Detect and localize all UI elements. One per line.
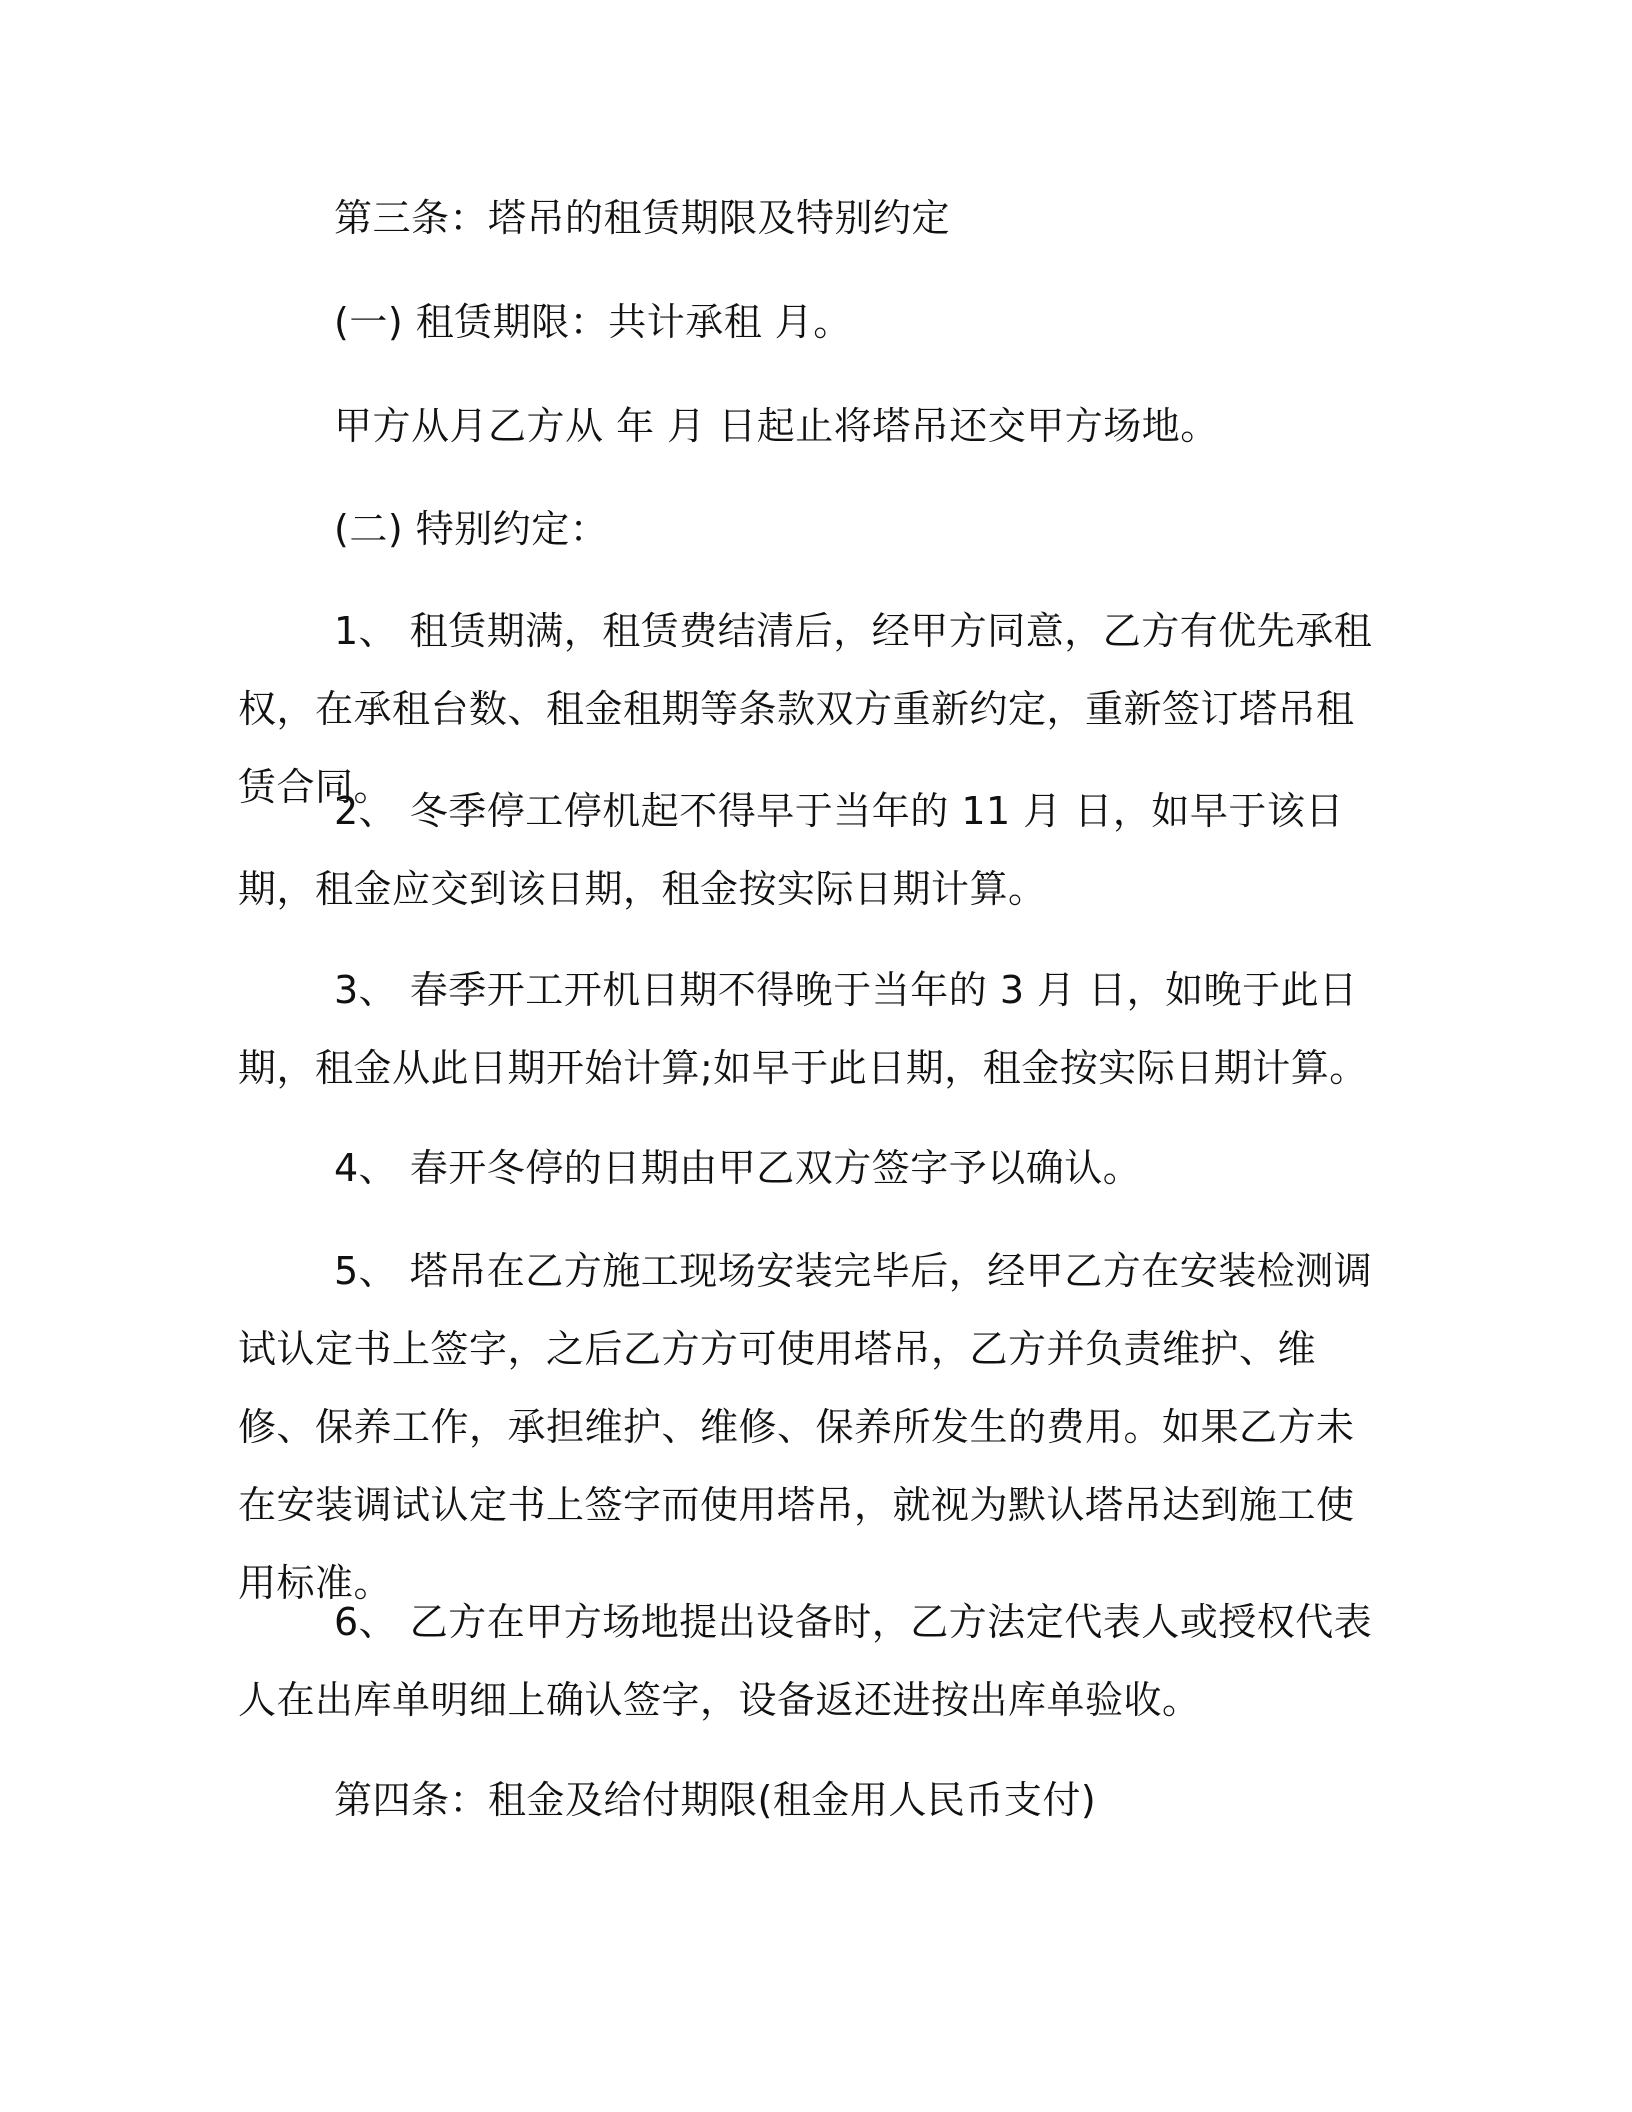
clause-4-paragraph: 4、 春开冬停的日期由甲乙双方签字予以确认。 — [334, 1146, 1142, 1190]
clause-6-paragraph: 6、 乙方在甲方场地提出设备时，乙方法定代表人或授权代表人在出库单明细上确认签字，设备返还进按出库单验收。 — [238, 1600, 1373, 1722]
article-4-heading: 第四条：租金及给付期限(租金用人民币支付) — [334, 1778, 1097, 1822]
lease-term-paragraph: (一) 租赁期限：共计承租 月。 — [334, 300, 852, 344]
special-terms-heading: (二) 特别约定： — [334, 507, 609, 551]
clause-3-paragraph: 3、 春季开工开机日期不得晚于当年的 3 月 日，如晚于此日期，租金从此日期开始计算;如早于此日期，租金按实际日期计算。 — [238, 968, 1368, 1090]
article-3-heading: 第三条：塔吊的租赁期限及特别约定 — [334, 196, 951, 240]
clause-1-paragraph: 1、 租赁期满，租赁费结清后，经甲方同意，乙方有优先承租权，在承租台数、租金租期等条款双方重新约定，重新签订塔吊租赁合同。 — [238, 609, 1373, 809]
clause-2-paragraph: 2、 冬季停工停机起不得早于当年的 11 月 日，如早于该日期，租金应交到该日期，租金按实际日期计算。 — [238, 789, 1344, 911]
lease-period-paragraph: 甲方从月乙方从 年 月 日起止将塔吊还交甲方场地。 — [334, 404, 1219, 448]
clause-5-paragraph: 5、 塔吊在乙方施工现场安装完毕后，经甲乙方在安装检测调试认定书上签字，之后乙方方可使用塔吊，乙方并负责维护、维修、保养工作，承担维护、维修、保养所发生的费用。如果乙方未在安装调试认定书上签字而使用塔吊，就视为默认塔吊达到施工使用标准。 — [238, 1249, 1373, 1605]
